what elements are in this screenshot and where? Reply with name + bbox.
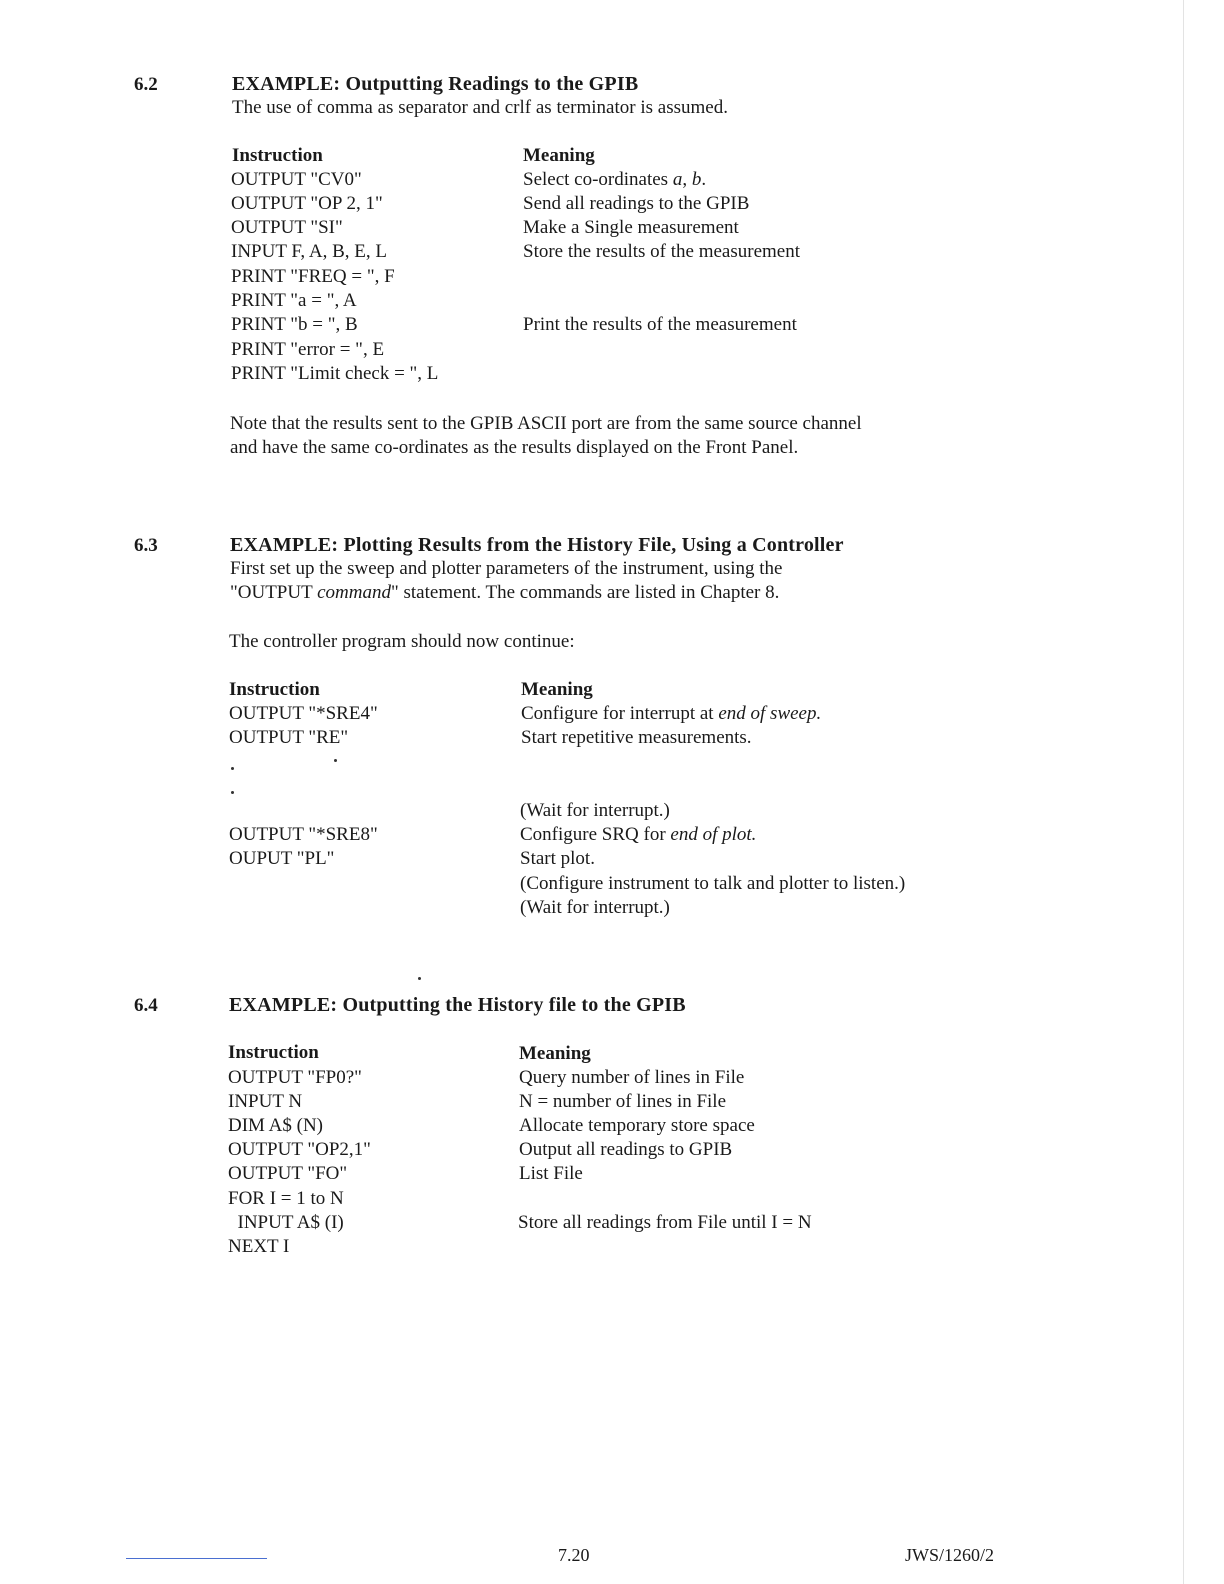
section-6-4-number: 6.4: [134, 995, 158, 1016]
section-6-2-note-line1: Note that the results sent to the GPIB ASCII port are from the same source channel: [230, 413, 862, 434]
meaning-line: Output all readings to GPIB: [519, 1139, 733, 1160]
section-6-2-intro: The use of comma as separator and crlf as terminator is assumed.: [232, 97, 728, 118]
ellipsis-dot: [231, 791, 234, 794]
section-6-4-meaning-header: Meaning: [519, 1043, 591, 1064]
meaning-emphasis: end of sweep.: [718, 703, 822, 724]
section-6-4-title: EXAMPLE: Outputting the History file to the GPIB: [229, 994, 686, 1016]
instruction-line: OUTPUT "FP0?": [228, 1067, 362, 1088]
meaning-text: .: [701, 169, 707, 190]
meaning-line: Store all readings from File until I = N: [518, 1212, 812, 1233]
instruction-line: OUTPUT "OP 2, 1": [231, 193, 383, 214]
meaning-line: Start repetitive measurements.: [521, 727, 752, 748]
meaning-line: [523, 169, 706, 191]
instruction-line: FOR I = 1 to N: [228, 1188, 344, 1209]
section-6-3-continue-text: The controller program should now continue:: [229, 631, 575, 652]
section-6-3-title: EXAMPLE: Plotting Results from the History File, Using a Controller: [230, 534, 844, 556]
stray-dot: [418, 977, 421, 980]
meaning-line: [520, 824, 756, 846]
instruction-line: OUTPUT "OP2,1": [228, 1139, 371, 1160]
meaning-text: Configure SRQ for: [520, 824, 671, 845]
section-6-2-meaning-header: Meaning: [523, 145, 595, 166]
meaning-line: (Wait for interrupt.): [520, 897, 670, 918]
meaning-text: ,: [682, 169, 692, 190]
intro-text: "OUTPUT: [230, 582, 318, 603]
meaning-text: Configure for interrupt at: [521, 703, 719, 724]
page-number: 7.20: [558, 1545, 590, 1565]
ellipsis-dot: [231, 767, 234, 770]
meaning-text: Select co-ordinates: [523, 169, 673, 190]
meaning-line: (Configure instrument to talk and plotter to listen.): [520, 873, 906, 894]
intro-emphasis: command: [317, 582, 391, 603]
instruction-line: NEXT I: [228, 1236, 290, 1257]
instruction-line: OUTPUT "CV0": [231, 169, 362, 190]
meaning-line: Allocate temporary store space: [519, 1115, 755, 1136]
instruction-line: OUTPUT "*SRE4": [229, 703, 378, 724]
instruction-line: INPUT N: [228, 1091, 303, 1112]
section-6-2-instruction-header: Instruction: [232, 145, 323, 166]
instruction-line: PRINT "Limit check = ", L: [231, 363, 439, 384]
section-6-3-intro-line1: First set up the sweep and plotter parameters of the instrument, using the: [230, 558, 783, 579]
instruction-line: DIM A$ (N): [228, 1115, 323, 1136]
meaning-line: Start plot.: [520, 848, 595, 869]
section-6-4-instruction-header: Instruction: [228, 1042, 319, 1063]
instruction-line: INPUT F, A, B, E, L: [231, 241, 387, 262]
instruction-line: OUPUT "PL": [229, 848, 335, 869]
section-6-3-number: 6.3: [134, 535, 158, 556]
instruction-line: OUTPUT "SI": [231, 217, 343, 238]
meaning-line: Query number of lines in File: [519, 1067, 745, 1088]
section-6-2-number: 6.2: [134, 74, 158, 95]
meaning-line: Send all readings to the GPIB: [523, 193, 750, 214]
section-6-2-note-line2: and have the same co-ordinates as the results displayed on the Front Panel.: [230, 437, 799, 458]
instruction-line: OUTPUT "RE": [229, 727, 349, 748]
meaning-line: N = number of lines in File: [519, 1091, 727, 1112]
page-edge-line: [1183, 0, 1184, 1584]
instruction-line: PRINT "b = ", B: [231, 314, 358, 335]
coordinate-a: a: [672, 169, 683, 190]
meaning-line: Store the results of the measurement: [523, 241, 801, 262]
meaning-line: Print the results of the measurement: [523, 314, 797, 335]
ellipsis-dot: [334, 759, 337, 762]
meaning-line: Make a Single measurement: [523, 217, 739, 238]
instruction-line: PRINT "error = ", E: [231, 339, 385, 360]
intro-text: " statement. The commands are listed in Chapter 8.: [391, 582, 780, 603]
section-6-3-instruction-header: Instruction: [229, 679, 320, 700]
instruction-line: INPUT A$ (I): [228, 1212, 344, 1233]
meaning-line: (Wait for interrupt.): [520, 800, 670, 821]
instruction-line: OUTPUT "FO": [228, 1163, 348, 1184]
section-6-3-intro-line2: [230, 581, 779, 605]
document-code: JWS/1260/2: [905, 1545, 995, 1565]
meaning-emphasis: end of plot.: [670, 824, 757, 845]
meaning-line: List File: [519, 1163, 583, 1184]
instruction-line: OUTPUT "*SRE8": [229, 824, 378, 845]
footer-rule: [126, 1558, 267, 1559]
meaning-line: [521, 703, 821, 725]
instruction-line: PRINT "a = ", A: [231, 290, 357, 311]
coordinate-b: b: [691, 169, 702, 190]
section-6-2-title: EXAMPLE: Outputting Readings to the GPIB: [232, 73, 639, 95]
instruction-line: PRINT "FREQ = ", F: [231, 266, 395, 287]
section-6-3-meaning-header: Meaning: [521, 679, 593, 700]
